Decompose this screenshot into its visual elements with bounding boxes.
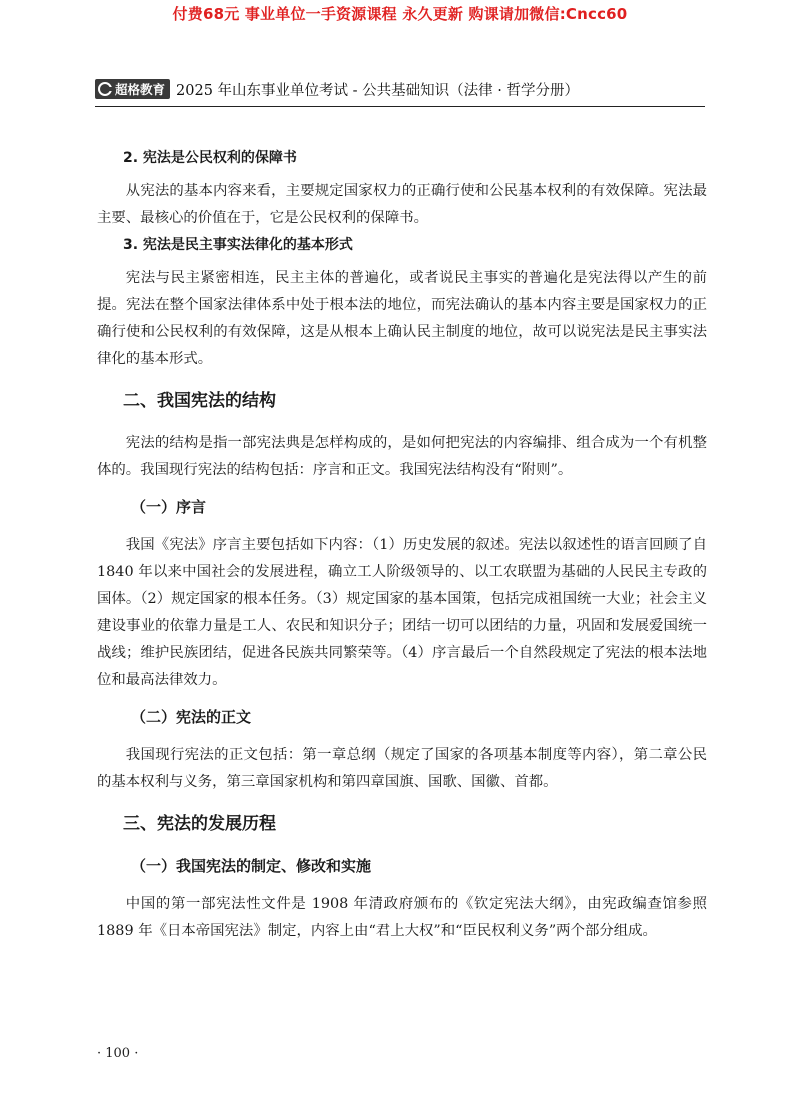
logo-mark-icon — [98, 82, 112, 96]
subheading-democracy-fact: 3. 宪法是民主事实法律化的基本形式 — [123, 237, 353, 253]
heading-constitution-structure: 二、我国宪法的结构 — [123, 391, 276, 411]
page-number: · 100 · — [97, 1046, 139, 1061]
paragraph-enactment: 中国的第一部宪法性文件是 1908 年清政府颁布的《钦定宪法大纲》，由宪政编查馆参照 1889 年《日本帝国宪法》制定，内容上由“君上大权”和“臣民权利义务”两个部分组成。 — [97, 896, 707, 939]
paragraph-structure-intro: 宪法的结构是指一部宪法典是怎样构成的，是如何把宪法的内容编排、组合成为一个有机整体的。我国现行宪法的结构包括：序言和正文。我国宪法结构没有“附则”。 — [97, 435, 707, 478]
paragraph-citizen-rights: 从宪法的基本内容来看，主要规定国家权力的正确行使和公民基本权利的有效保障。宪法最主要、最核心的价值在于，它是公民权利的保障书。 — [97, 183, 707, 226]
page-header — [95, 76, 705, 107]
paragraph-preamble: 我国《宪法》序言主要包括如下内容：（1）历史发展的叙述。宪法以叙述性的语言回顾了自 1840 年以来中国社会的发展进程，确立工人阶级领导的、以工农联盟为基础的人民民主专政的国体。（2）规定国家的根本任务。（3）规定国家的基本国策，包括完成祖国统一大业；社会主义建设事业的依靠力量是工人、农民和知识分子；团结一切可以团结的力量，巩固和发展爱国统一战线；维护民族团结，促进各民族共同繁荣等。（4）序言最后一个自然段规定了宪法的根本法地位和最高法律效力。 — [97, 537, 707, 688]
book-title: 2025 年山东事业单位考试 - 公共基础知识（法律 · 哲学分册） — [176, 82, 579, 99]
publisher-logo — [95, 79, 170, 99]
watermark-banner: 付费68元 事业单位一手资源课程 永久更新 购课请加微信:Cncc60 — [172, 5, 628, 23]
page-body — [97, 148, 707, 945]
heading-development-history: 三、宪法的发展历程 — [123, 814, 276, 834]
heading-enactment-amendment: （一）我国宪法的制定、修改和实施 — [131, 857, 372, 875]
subheading-citizen-rights: 2. 宪法是公民权利的保障书 — [123, 150, 297, 166]
paragraph-main-body: 我国现行宪法的正文包括：第一章总纲（规定了国家的各项基本制度等内容），第二章公民的基本权利与义务，第三章国家机构和第四章国旗、国歌、国徽、首都。 — [97, 747, 707, 790]
logo-text: 超格教育 — [115, 82, 166, 97]
paragraph-democracy-fact: 宪法与民主紧密相连，民主主体的普遍化，或者说民主事实的普遍化是宪法得以产生的前提。宪法在整个国家法律体系中处于根本法的地位，而宪法确认的基本内容主要是国家权力的正确行使和公民权利的有效保障，这是从根本上确认民主制度的地位，故可以说宪法是民主事实法律化的基本形式。 — [97, 270, 707, 367]
heading-preamble: （一）序言 — [131, 498, 207, 516]
heading-main-body: （二）宪法的正文 — [131, 708, 252, 726]
